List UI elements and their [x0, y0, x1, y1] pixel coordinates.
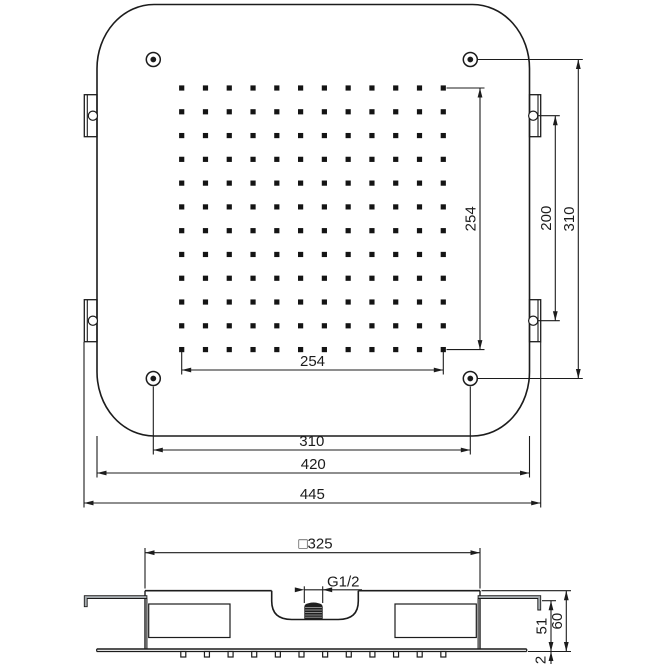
nozzle	[417, 228, 422, 233]
nozzle	[369, 133, 374, 138]
nozzle	[250, 85, 255, 90]
dimension-label: 60	[548, 612, 566, 630]
dimension-label: 445	[299, 486, 325, 503]
nozzle	[393, 228, 398, 233]
dimension-label: 200	[537, 205, 555, 231]
nozzle	[417, 133, 422, 138]
nozzle	[393, 85, 398, 90]
nozzle	[250, 252, 255, 257]
dimension-label: □325	[298, 535, 333, 553]
nozzle	[322, 299, 327, 304]
nozzle	[250, 157, 255, 162]
nozzle	[227, 276, 232, 281]
nozzle	[203, 323, 208, 328]
nozzle	[179, 109, 184, 114]
nozzle	[322, 157, 327, 162]
spray-nozzle	[204, 652, 209, 658]
nozzle	[250, 181, 255, 186]
screw-hole-center	[467, 376, 473, 382]
nozzle	[274, 85, 279, 90]
nozzle	[227, 85, 232, 90]
nozzle	[250, 323, 255, 328]
nozzle	[203, 347, 208, 352]
nozzle	[274, 228, 279, 233]
nozzle	[274, 276, 279, 281]
nozzle	[346, 299, 351, 304]
nozzle	[179, 85, 184, 90]
spray-nozzle	[252, 652, 257, 658]
nozzle	[203, 299, 208, 304]
spray-nozzle	[323, 652, 328, 658]
nozzle	[298, 323, 303, 328]
nozzle	[393, 181, 398, 186]
nozzle	[441, 109, 446, 114]
nozzle	[393, 204, 398, 209]
nozzle	[346, 85, 351, 90]
nozzle	[393, 347, 398, 352]
nozzle	[369, 276, 374, 281]
nozzle	[417, 347, 422, 352]
tab-screw-hole	[88, 316, 97, 325]
nozzle	[393, 276, 398, 281]
nozzle	[322, 276, 327, 281]
nozzle	[203, 157, 208, 162]
nozzle	[322, 323, 327, 328]
nozzle	[179, 347, 184, 352]
nozzle	[369, 109, 374, 114]
tab-screw-hole	[529, 111, 538, 120]
spray-nozzle	[441, 652, 446, 658]
nozzle	[298, 157, 303, 162]
nozzle	[203, 228, 208, 233]
nozzle	[179, 181, 184, 186]
nozzle	[250, 109, 255, 114]
nozzle	[298, 204, 303, 209]
nozzle	[274, 181, 279, 186]
nozzle	[274, 133, 279, 138]
nozzle	[346, 276, 351, 281]
nozzle	[417, 252, 422, 257]
nozzle	[393, 109, 398, 114]
nozzle	[227, 228, 232, 233]
tab-screw-hole	[88, 111, 97, 120]
nozzle	[441, 347, 446, 352]
screw-hole-center	[150, 57, 156, 63]
nozzle	[346, 181, 351, 186]
nozzle	[274, 157, 279, 162]
nozzle	[417, 323, 422, 328]
dimension-label: G1/2	[327, 573, 360, 591]
nozzle	[441, 299, 446, 304]
spray-nozzle	[228, 652, 233, 658]
nozzle	[322, 133, 327, 138]
nozzle	[298, 109, 303, 114]
nozzle	[417, 157, 422, 162]
nozzle	[250, 133, 255, 138]
nozzle	[179, 276, 184, 281]
nozzle	[203, 276, 208, 281]
nozzle	[417, 109, 422, 114]
nozzle	[250, 276, 255, 281]
nozzle	[250, 204, 255, 209]
nozzle	[441, 276, 446, 281]
nozzle	[227, 204, 232, 209]
nozzle	[179, 299, 184, 304]
nozzle	[417, 204, 422, 209]
nozzle	[322, 347, 327, 352]
nozzle	[227, 252, 232, 257]
nozzle	[393, 299, 398, 304]
nozzle	[417, 299, 422, 304]
nozzle	[203, 109, 208, 114]
nozzle	[441, 85, 446, 90]
nozzle	[441, 252, 446, 257]
nozzle	[346, 323, 351, 328]
nozzle	[179, 157, 184, 162]
nozzle	[298, 85, 303, 90]
nozzle	[369, 228, 374, 233]
nozzle	[369, 323, 374, 328]
nozzle	[179, 323, 184, 328]
nozzle	[298, 299, 303, 304]
nozzle	[322, 85, 327, 90]
nozzle	[369, 252, 374, 257]
spray-nozzle	[417, 652, 422, 658]
nozzle	[441, 181, 446, 186]
screw-hole-center	[150, 376, 156, 382]
nozzle	[322, 204, 327, 209]
nozzle	[322, 252, 327, 257]
nozzle	[298, 228, 303, 233]
spray-nozzle	[299, 652, 304, 658]
nozzle	[346, 347, 351, 352]
nozzle	[322, 228, 327, 233]
nozzle	[250, 299, 255, 304]
nozzle	[203, 85, 208, 90]
nozzle	[322, 109, 327, 114]
nozzle	[298, 347, 303, 352]
spray-nozzle	[370, 652, 375, 658]
nozzle	[441, 133, 446, 138]
nozzle	[346, 133, 351, 138]
screw-hole-center	[467, 57, 473, 63]
nozzle	[322, 181, 327, 186]
nozzle	[346, 157, 351, 162]
nozzle	[274, 299, 279, 304]
nozzle	[369, 157, 374, 162]
nozzle	[369, 347, 374, 352]
nozzle	[298, 181, 303, 186]
nozzle	[250, 228, 255, 233]
nozzle	[203, 133, 208, 138]
nozzle	[346, 204, 351, 209]
nozzle	[274, 204, 279, 209]
nozzle	[274, 347, 279, 352]
dimension-label: 420	[300, 456, 326, 473]
nozzle	[227, 157, 232, 162]
nozzle	[441, 228, 446, 233]
nozzle	[227, 323, 232, 328]
nozzle	[298, 252, 303, 257]
nozzle	[417, 85, 422, 90]
nozzle	[393, 157, 398, 162]
dimension-label: 2	[532, 655, 550, 665]
nozzle	[369, 85, 374, 90]
nozzle	[227, 109, 232, 114]
nozzle	[250, 347, 255, 352]
nozzle	[417, 276, 422, 281]
nozzle	[274, 252, 279, 257]
nozzle	[274, 109, 279, 114]
nozzle	[203, 181, 208, 186]
nozzle	[298, 133, 303, 138]
dimension-label: 310	[560, 206, 578, 232]
nozzle	[179, 133, 184, 138]
nozzle	[369, 181, 374, 186]
spray-nozzle	[181, 652, 186, 658]
dimension-label: 51	[533, 617, 551, 635]
spray-nozzle	[275, 652, 280, 658]
nozzle	[227, 347, 232, 352]
nozzle	[179, 252, 184, 257]
spray-nozzle	[394, 652, 399, 658]
nozzle	[393, 133, 398, 138]
nozzle	[441, 323, 446, 328]
nozzle	[203, 252, 208, 257]
nozzle	[274, 323, 279, 328]
dimension-label: 310	[299, 433, 325, 450]
nozzle	[203, 204, 208, 209]
nozzle	[298, 276, 303, 281]
nozzle	[441, 204, 446, 209]
nozzle	[369, 204, 374, 209]
nozzle	[417, 181, 422, 186]
dimension-label: 254	[462, 206, 480, 232]
nozzle	[393, 323, 398, 328]
nozzle	[346, 109, 351, 114]
nozzle	[346, 228, 351, 233]
nozzle	[393, 252, 398, 257]
nozzle	[227, 299, 232, 304]
nozzle	[227, 133, 232, 138]
nozzle	[179, 204, 184, 209]
nozzle	[227, 181, 232, 186]
nozzle	[346, 252, 351, 257]
dimension-label: 254	[299, 353, 326, 370]
water-inlet-connector	[304, 603, 322, 620]
tab-screw-hole	[529, 316, 538, 325]
nozzle	[369, 299, 374, 304]
spray-nozzle	[346, 652, 351, 658]
nozzle	[441, 157, 446, 162]
nozzle	[179, 228, 184, 233]
